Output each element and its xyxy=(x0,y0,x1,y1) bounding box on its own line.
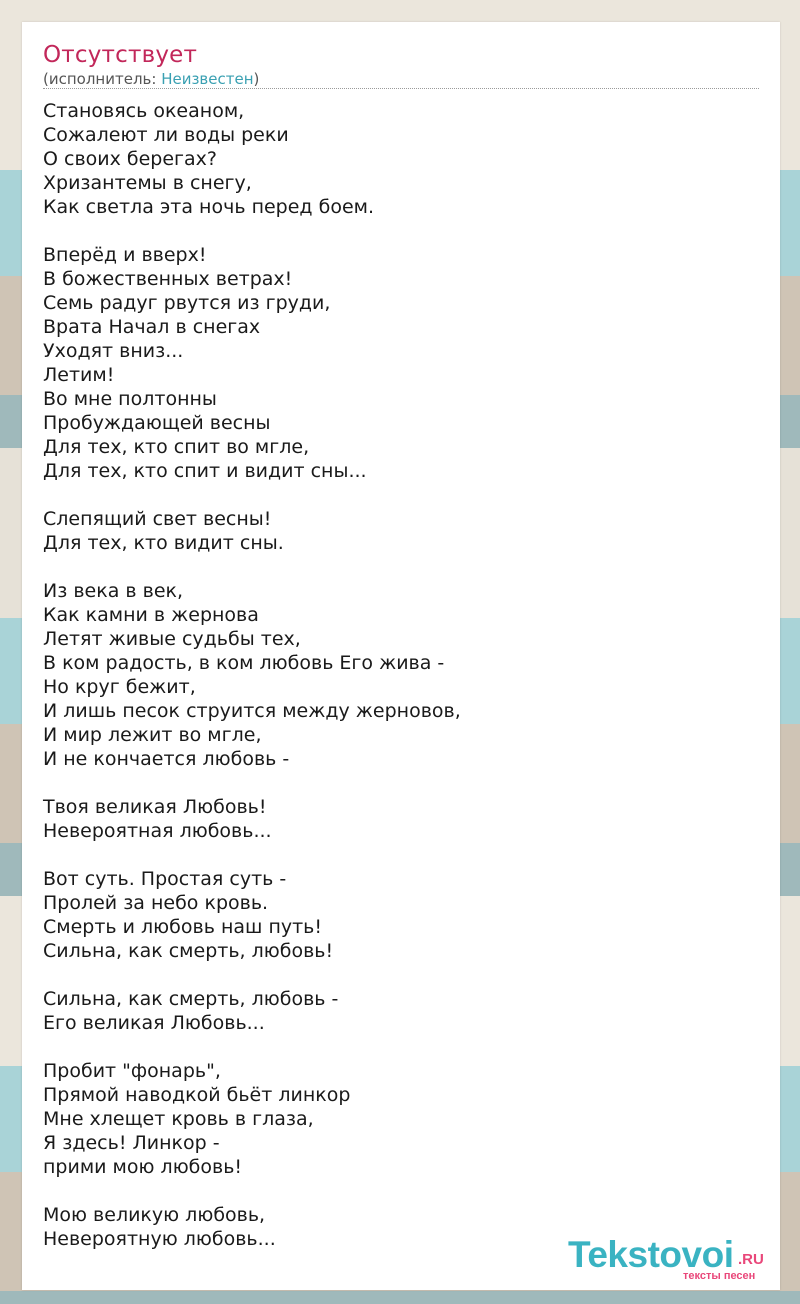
logo-wordmark: Tekstovoi xyxy=(568,1234,734,1275)
artist-suffix: ) xyxy=(253,70,260,88)
divider xyxy=(43,88,759,89)
artist-link[interactable]: Неизвестен xyxy=(161,70,254,88)
lyrics-page xyxy=(22,22,780,1290)
site-logo[interactable] xyxy=(568,1235,778,1281)
artist-prefix: (исполнитель: xyxy=(43,70,162,88)
song-title: Отсутствует xyxy=(43,42,198,68)
logo-domain: .RU xyxy=(738,1251,764,1268)
artist-line xyxy=(43,70,259,88)
logo-tagline: тексты песен xyxy=(683,1270,756,1282)
song-lyrics: Становясь океаном, Сожалеют ли воды реки О своих берегах? Хризантемы в снегу, Как светла эта ночь перед боем. Вперёд и вверх! В божественных ветрах! Семь радуг рвутся из груди, Врата Начал в снегах Уходят вниз... Летим! Во мне полтонны Пробуждающей весны Для тех, кто спит во мгле, Для тех, кто спит и видит сны... Слепящий свет весны! Для тех, кто видит сны. Из века в век, Как камни в жернова Летят живые судьбы тех, В ком радость, в ком любовь Его жива - Но круг бежит, И лишь песок струится между жерновов, И мир лежит во мгле, И не кончается любовь - Твоя великая Любовь! Невероятная любовь... Вот суть. Простая суть - Пролей за небо кровь. Смерть и любовь наш путь! Сильна, как смерть, любовь! Сильна, как смерть, любовь - Его великая Любовь... Пробит "фонарь", Прямой наводкой бьёт линкор Мне хлещет кровь в глаза, Я здесь! Линкор - прими мою любовь! Мою великую любовь, Невероятную любовь... xyxy=(43,100,461,1250)
